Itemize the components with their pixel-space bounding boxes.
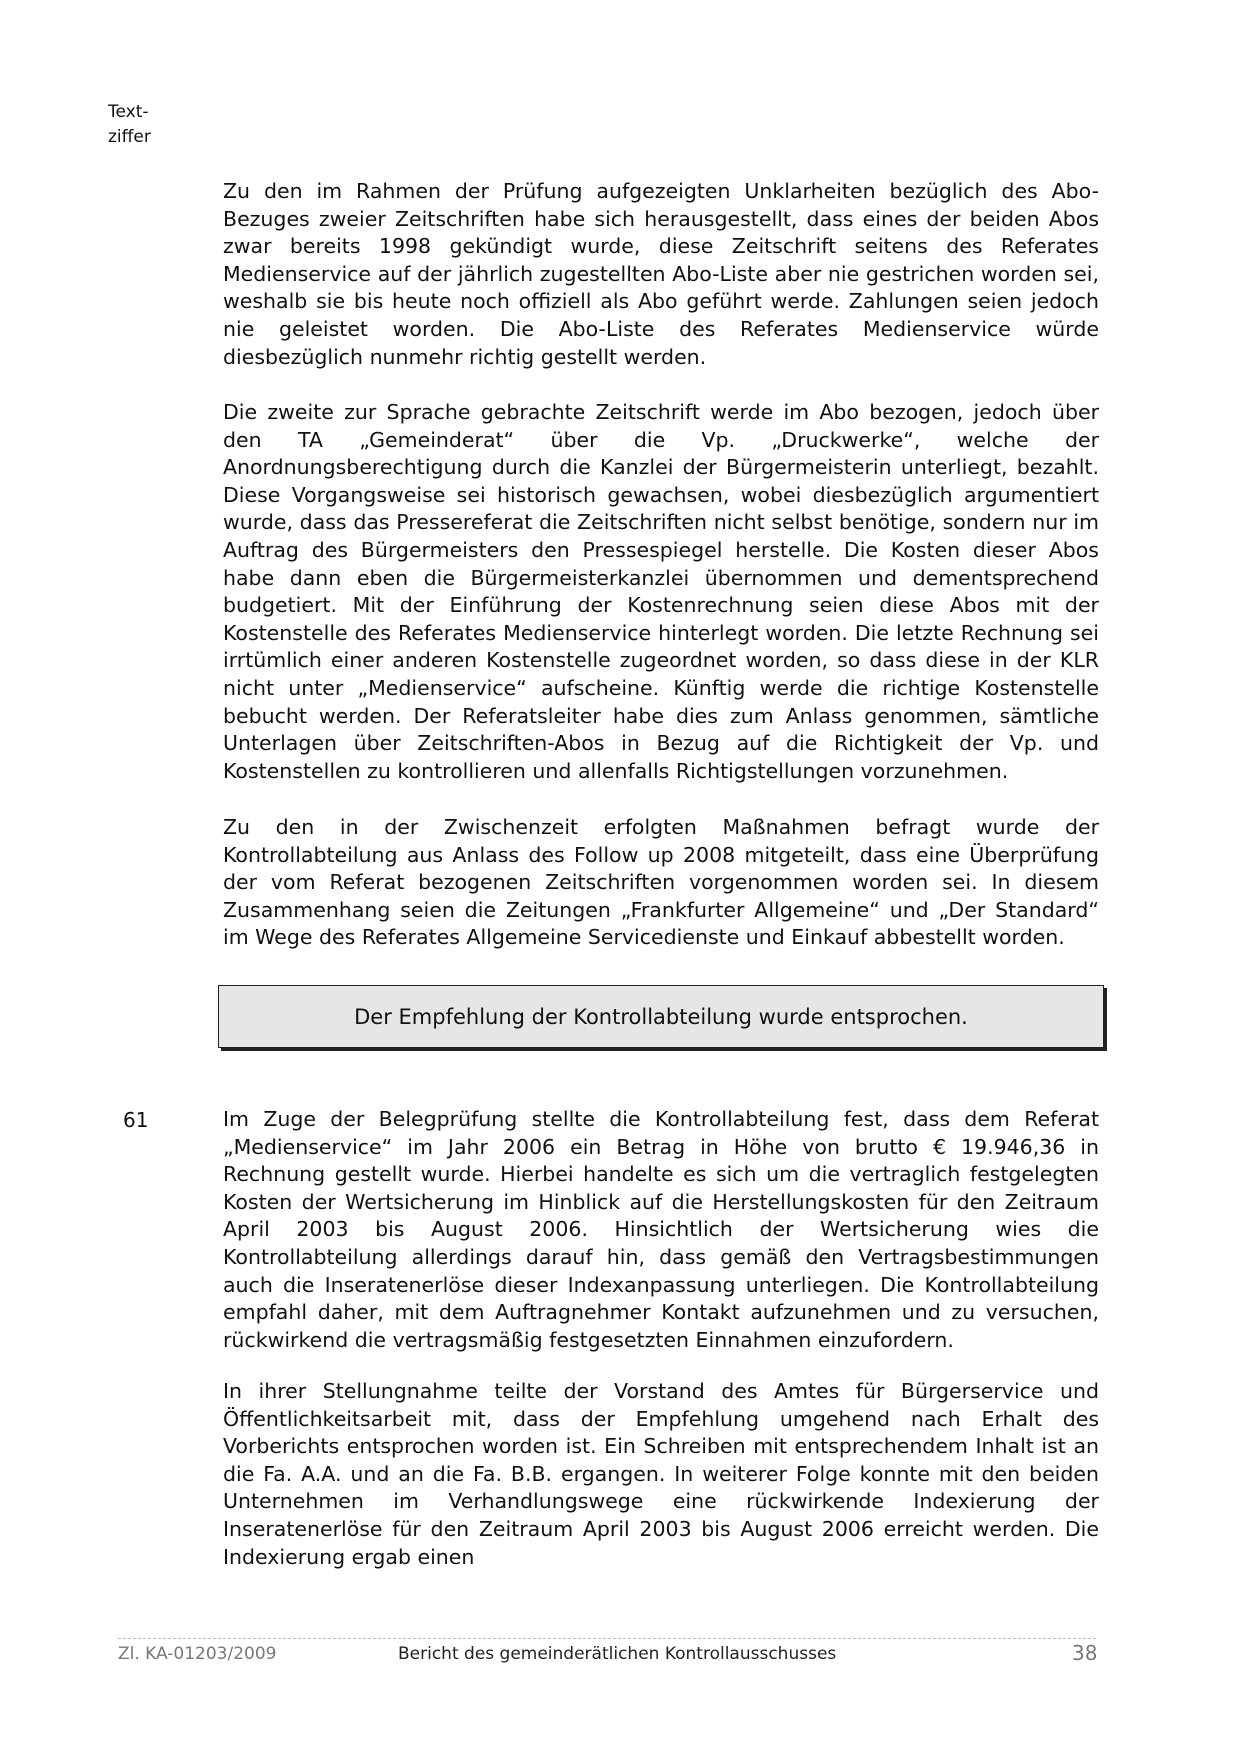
- paragraph-abo-clarification: Zu den im Rahmen der Prüfung aufgezeigten Unklarheiten bezüglich des Abo-Bezuges zweier Zeitschriften habe sich herausgestellt, dass eines der beiden Abos zwar bereits 1998 gekündigt wurde, diese Zeitschrift seitens des Referates Medienservice auf der jährlich zugestellten Abo-Liste aber nie gestrichen worden sei, weshalb sie bis heute noch offiziell als Abo geführt werde. Zahlungen seien jedoch nie geleistet worden. Die Abo-Liste des Referates Medienservice würde diesbezüglich nunmehr richtig gestellt werden.: [223, 179, 1099, 369]
- paragraph-stellungnahme: In ihrer Stellungnahme teilte der Vorstand des Amtes für Bürgerservice und Öffentlichkeitsarbeit mit, dass der Empfehlung umgehend nach Erhalt des Vorberichts entsprochen worden ist. Ein Schreiben mit entsprechendem Inhalt ist an die Fa. A.A. und an die Fa. B.B. ergangen. In weiterer Folge konnte mit den beiden Unternehmen im Verhandlungswege eine rückwirkende Indexierung der Inseratenerlöse für den Zeitraum April 2003 bis August 2006 erreicht werden. Die Indexierung ergab einen: [223, 1379, 1099, 1569]
- paragraph-belegpruefung: Im Zuge der Belegprüfung stellte die Kontrollabteilung fest, dass dem Referat „Medienservice“ im Jahr 2006 ein Betrag in Höhe von brutto € 19.946,36 in Rechnung gestellt wurde. Hierbei handelte es sich um die vertraglich festgelegten Kosten der Wertsicherung im Hinblick auf die Herstellungskosten für den Zeitraum April 2003 bis August 2006. Hinsichtlich der Wertsicherung wies die Kontrollabteilung allerdings darauf hin, dass gemäß den Vertragsbestimmungen auch die Inseratenerlöse dieser Indexanpassung unterliegen. Die Kontrollabteilung empfahl daher, mit dem Auftragnehmer Kontakt aufzunehmen und zu versuchen, rückwirkend die vertragsmäßig festgesetzten Einnahmen einzufordern.: [223, 1107, 1099, 1352]
- decision-text: Der Empfehlung der Kontrollabteilung wurde entsprochen.: [354, 1004, 968, 1029]
- paragraph-number: 61: [123, 1108, 149, 1132]
- footer-document-id: Zl. KA-01203/2009: [118, 1644, 277, 1664]
- margin-label-textziffer: Text- ziffer: [108, 102, 151, 147]
- paragraph-follow-up-measures: Zu den in der Zwischenzeit erfolgten Maßnahmen befragt wurde der Kontrollabteilung aus Anlass des Follow up 2008 mitgeteilt, dass eine Überprüfung der vom Referat bezogenen Zeitschriften vorgenommen worden sei. In diesem Zusammenhang seien die Zeitungen „Frankfurter Allgemeine“ und „Der Standard“ im Wege des Referates Allgemeine Servicedienste und Einkauf abbestellt worden.: [223, 815, 1099, 950]
- footer-divider: [118, 1638, 1096, 1639]
- footer-page-number: 38: [1072, 1641, 1098, 1665]
- footer-report-title: Bericht des gemeinderätlichen Kontrollausschusses: [398, 1644, 837, 1664]
- paragraph-second-magazine: Die zweite zur Sprache gebrachte Zeitschrift werde im Abo bezogen, jedoch über den TA „Gemeinderat“ über die Vp. „Druckwerke“, welche der Anordnungsberechtigung durch die Kanzlei der Bürgermeisterin unterliegt, bezahlt. Diese Vorgangsweise sei historisch gewachsen, wobei diesbezüglich argumentiert wurde, dass das Pressereferat die Zeitschriften nicht selbst benötige, sondern nur im Auftrag des Bürgermeisters den Pressespiegel herstelle. Die Kosten dieser Abos habe dann eben die Bürgermeisterkanzlei übernommen und dementsprechend budgetiert. Mit der Einführung der Kostenrechnung seien diese Abos mit der Kostenstelle des Referates Medienservice hinterlegt worden. Die letzte Rechnung sei irrtümlich einer anderen Kostenstelle zugeordnet worden, so dass diese in der KLR nicht unter „Medienservice“ aufscheine. Künftig werde die richtige Kostenstelle bebucht werden. Der Referatsleiter habe dies zum Anlass genommen, sämtliche Unterlagen über Zeitschriften-Abos in Bezug auf die Richtigkeit der Vp. und Kostenstellen zu kontrollieren und allenfalls Richtigstellungen vorzunehmen.: [223, 400, 1099, 783]
- decision-box: [218, 985, 1104, 1048]
